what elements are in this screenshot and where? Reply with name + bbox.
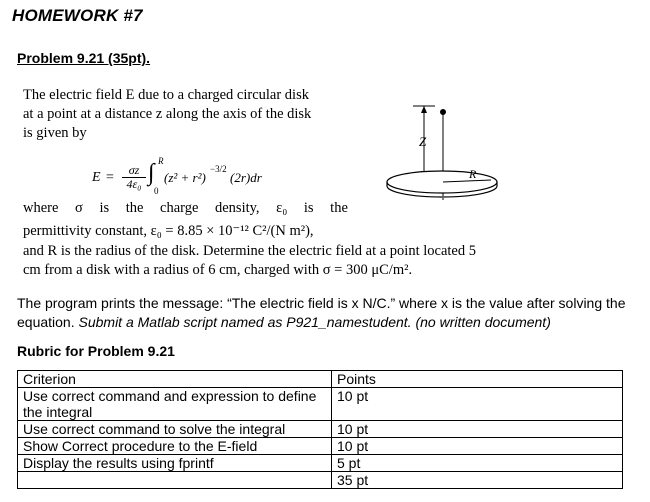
- disk-figure: [375, 100, 500, 210]
- word: density,: [214, 200, 260, 216]
- eq-upper-limit: R: [158, 156, 164, 166]
- program-description: [17, 294, 637, 332]
- rubric-table: [17, 370, 623, 489]
- points-cell: 10 pt: [332, 388, 623, 421]
- eq-tail: (2r)dr: [230, 170, 262, 185]
- detail-line: cm from a disk with a radius of 6 cm, charged with σ = 300 μC/m².: [23, 262, 413, 278]
- points-total-cell: 35 pt: [332, 472, 623, 489]
- label-r: R: [469, 167, 477, 181]
- eq-integrand: (z² + r²): [164, 170, 206, 185]
- criterion-cell: Use correct command and expression to define the integral: [18, 388, 332, 421]
- problem-intro: [23, 86, 353, 143]
- points-cell: 10 pt: [332, 421, 623, 438]
- word: is: [303, 200, 314, 216]
- points-cell: 10 pt: [332, 438, 623, 455]
- permittivity-line: permittivity constant, ε₀ = 8.85 × 10⁻¹² C²/(N m²),: [23, 223, 314, 239]
- table-row: [18, 438, 623, 455]
- eq-lower-limit: 0: [154, 186, 159, 196]
- word: where: [23, 200, 59, 216]
- submit-instructions: Submit a Matlab script named as P921_namestudent. (no written document): [78, 314, 551, 330]
- word: ε₀: [276, 200, 288, 216]
- table-row: [18, 455, 623, 472]
- word: is: [99, 200, 110, 216]
- column-header-points: Points: [332, 371, 623, 388]
- word: charge: [160, 200, 199, 216]
- points-cell: 5 pt: [332, 455, 623, 472]
- criterion-cell: Display the results using fprintf: [18, 455, 332, 472]
- disk-top: [387, 171, 497, 193]
- criterion-cell: [18, 472, 332, 489]
- eq-lhs: E: [92, 170, 101, 185]
- word: σ: [75, 200, 83, 216]
- eq-frac-den: 4ε₀: [126, 177, 142, 191]
- table-row: [18, 388, 623, 421]
- word: the: [125, 200, 144, 216]
- eq-exponent: −3/2: [210, 164, 227, 174]
- intro-line: The electric field E due to a charged circular disk: [23, 87, 309, 103]
- word: the: [330, 200, 348, 216]
- table-header-row: [18, 371, 623, 388]
- criterion-cell: Use correct command to solve the integral: [18, 421, 332, 438]
- intro-line: at a point at a distance z along the axis of the disk: [23, 106, 312, 122]
- eq-equals: =: [106, 170, 114, 185]
- homework-title: HOMEWORK #7: [12, 6, 143, 25]
- column-header-criterion: Criterion: [18, 371, 332, 388]
- where-line: [23, 199, 348, 218]
- label-z: Z: [419, 134, 427, 149]
- electric-field-equation: [92, 156, 292, 200]
- table-row-total: [18, 472, 623, 489]
- rubric-title: Rubric for Problem 9.21: [17, 343, 175, 359]
- problem-title: Problem 9.21 (35pt).: [17, 50, 151, 66]
- field-point: [440, 109, 446, 115]
- criterion-cell: Show Correct procedure to the E-field: [18, 438, 332, 455]
- intro-line: is given by: [23, 125, 87, 141]
- table-row: [18, 421, 623, 438]
- detail-line: and R is the radius of the disk. Determine the electric field at a point located 5: [23, 243, 476, 259]
- program-text: The program prints the message: “The electric field is x N/C.” where x is the value after solving the equation.: [17, 295, 626, 330]
- eq-frac-num: σz: [122, 164, 146, 178]
- integral-sign: ∫: [148, 160, 155, 186]
